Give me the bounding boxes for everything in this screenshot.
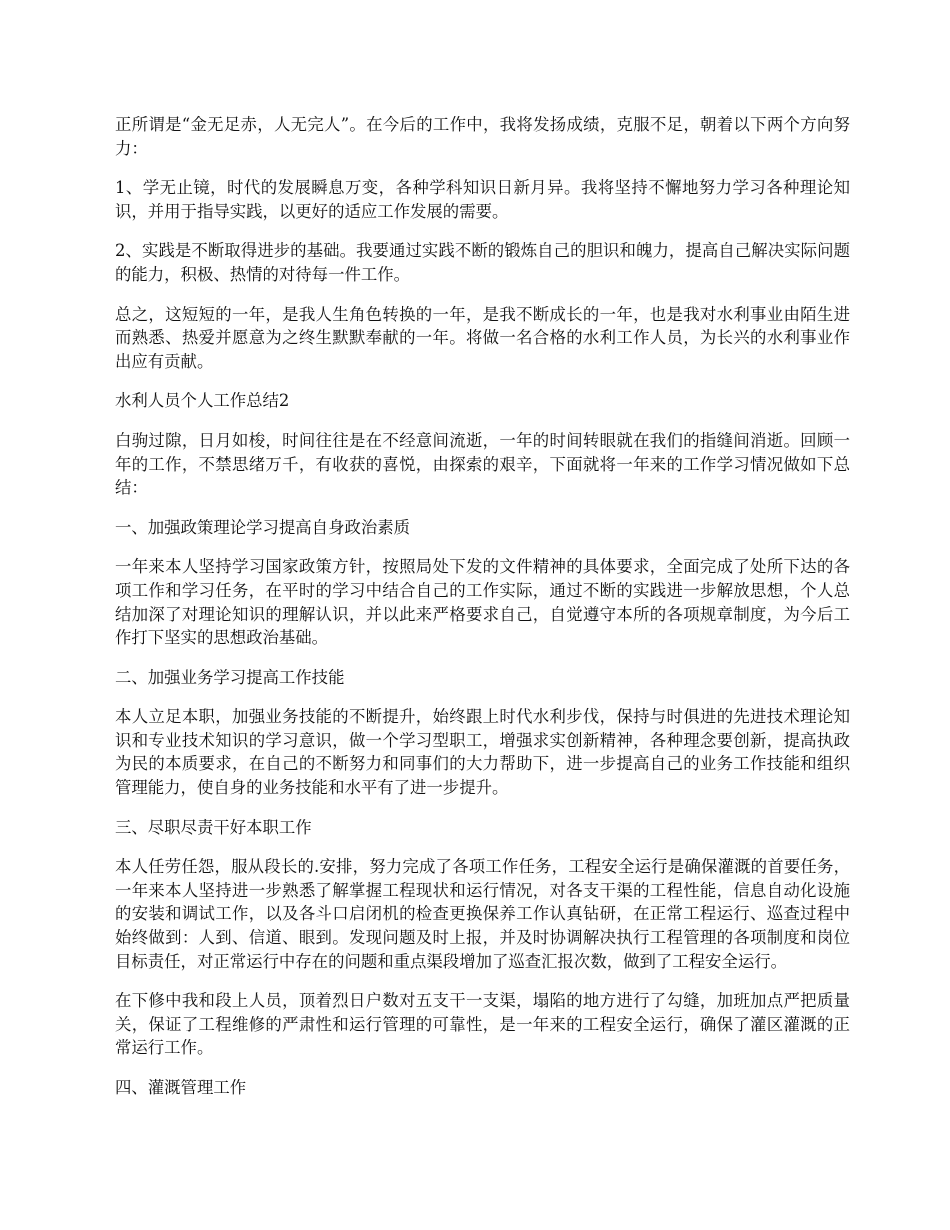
paragraph-opening: 白驹过隙，日月如梭，时间往往是在不经意间流逝，一年的时间转眼就在我们的指缝间消逝。回顾一年的工作，不禁思绪万千，有收获的喜悦，由探索的艰辛，下面就将一年来的工作学习情况做如下总结： <box>115 430 850 498</box>
paragraph-point-2: 2、实践是不断取得进步的基础。我要通过实践不断的锻炼自己的胆识和魄力，提高自己解决实际问题的能力，积极、热情的对待每一件工作。 <box>115 241 850 284</box>
heading-duty: 三、尽职尽责干好本职工作 <box>115 817 312 837</box>
paragraph-duty: 本人任劳任怨，服从段长的.安排，努力完成了各项工作任务，工程安全运行是确保灌溉的首要任务，一年来本人坚持进一步熟悉了解掌握工程现状和运行情况，对各支干渠的工程性能，信息自动化设施的安装和调试工作，以及各斗口启闭机的检查更换保养工作认真钻研，在正常工程运行、巡查过程中始终做到：人到、信道、眼到。发现问题及时上报，并及时协调解决执行工程管理的各项制度和岗位目标责任，对正常运行中存在的问题和重点渠段增加了巡查汇报次数，做到了工程安全运行。 <box>115 857 850 971</box>
heading-business-study: 二、加强业务学习提高工作技能 <box>115 667 345 687</box>
document-page <box>115 113 850 1116</box>
paragraph-political-study: 一年来本人坚持学习国家政策方针，按照局处下发的文件精神的具体要求，全面完成了处所下达的各项工作和学习任务，在平时的学习中结合自己的工作实际，通过不断的实践进一步解放思想，个人总结加深了对理论知识的理解认识，并以此来严格要求自己，自觉遵守本所的各项规章制度，为今后工作打下坚实的思想政治基础。 <box>115 557 850 648</box>
paragraph-point-1: 1、学无止镜，时代的发展瞬息万变，各种学科知识日新月异。我将坚持不懈地努力学习各种理论知识，并用于指导实践，以更好的适应工作发展的需要。 <box>115 178 850 221</box>
paragraph-conclusion: 总之，这短短的一年，是我人生角色转换的一年，是我不断成长的一年，也是我对水利事业由陌生进而熟悉、热爱并愿意为之终生默默奉献的一年。将做一名合格的水利工作人员，为长兴的水利事业作出应有贡献。 <box>115 304 850 371</box>
paragraph-business-study: 本人立足本职，加强业务技能的不断提升，始终跟上时代水利步伐，保持与时俱进的先进技术理论知识和专业技术知识的学习意识，做一个学习型职工，增强求实创新精神，各种理念要创新，提高执政为民的本质要求，在自己的不断努力和同事们的大力帮助下，进一步提高自己的业务工作技能和组织管理能力，使自身的业务技能和水平有了进一步提升。 <box>115 707 850 798</box>
heading-irrigation: 四、灌溉管理工作 <box>115 1078 247 1097</box>
section-title: 水利人员个人工作总结2 <box>115 391 290 411</box>
heading-political-study: 一、加强政策理论学习提高自身政治素质 <box>115 517 411 537</box>
paragraph-intro: 正所谓是“金无足赤，人无完人”。在今后的工作中，我将发扬成绩，克服不足，朝着以下两个方向努力： <box>115 115 850 158</box>
paragraph-maintenance: 在下修中我和段上人员，顶着烈日户数对五支干一支渠，塌陷的地方进行了勾缝，加班加点严把质量关，保证了工程维修的严肃性和运行管理的可靠性，是一年来的工程安全运行，确保了灌区灌溉的正常运行工作。 <box>115 991 850 1058</box>
